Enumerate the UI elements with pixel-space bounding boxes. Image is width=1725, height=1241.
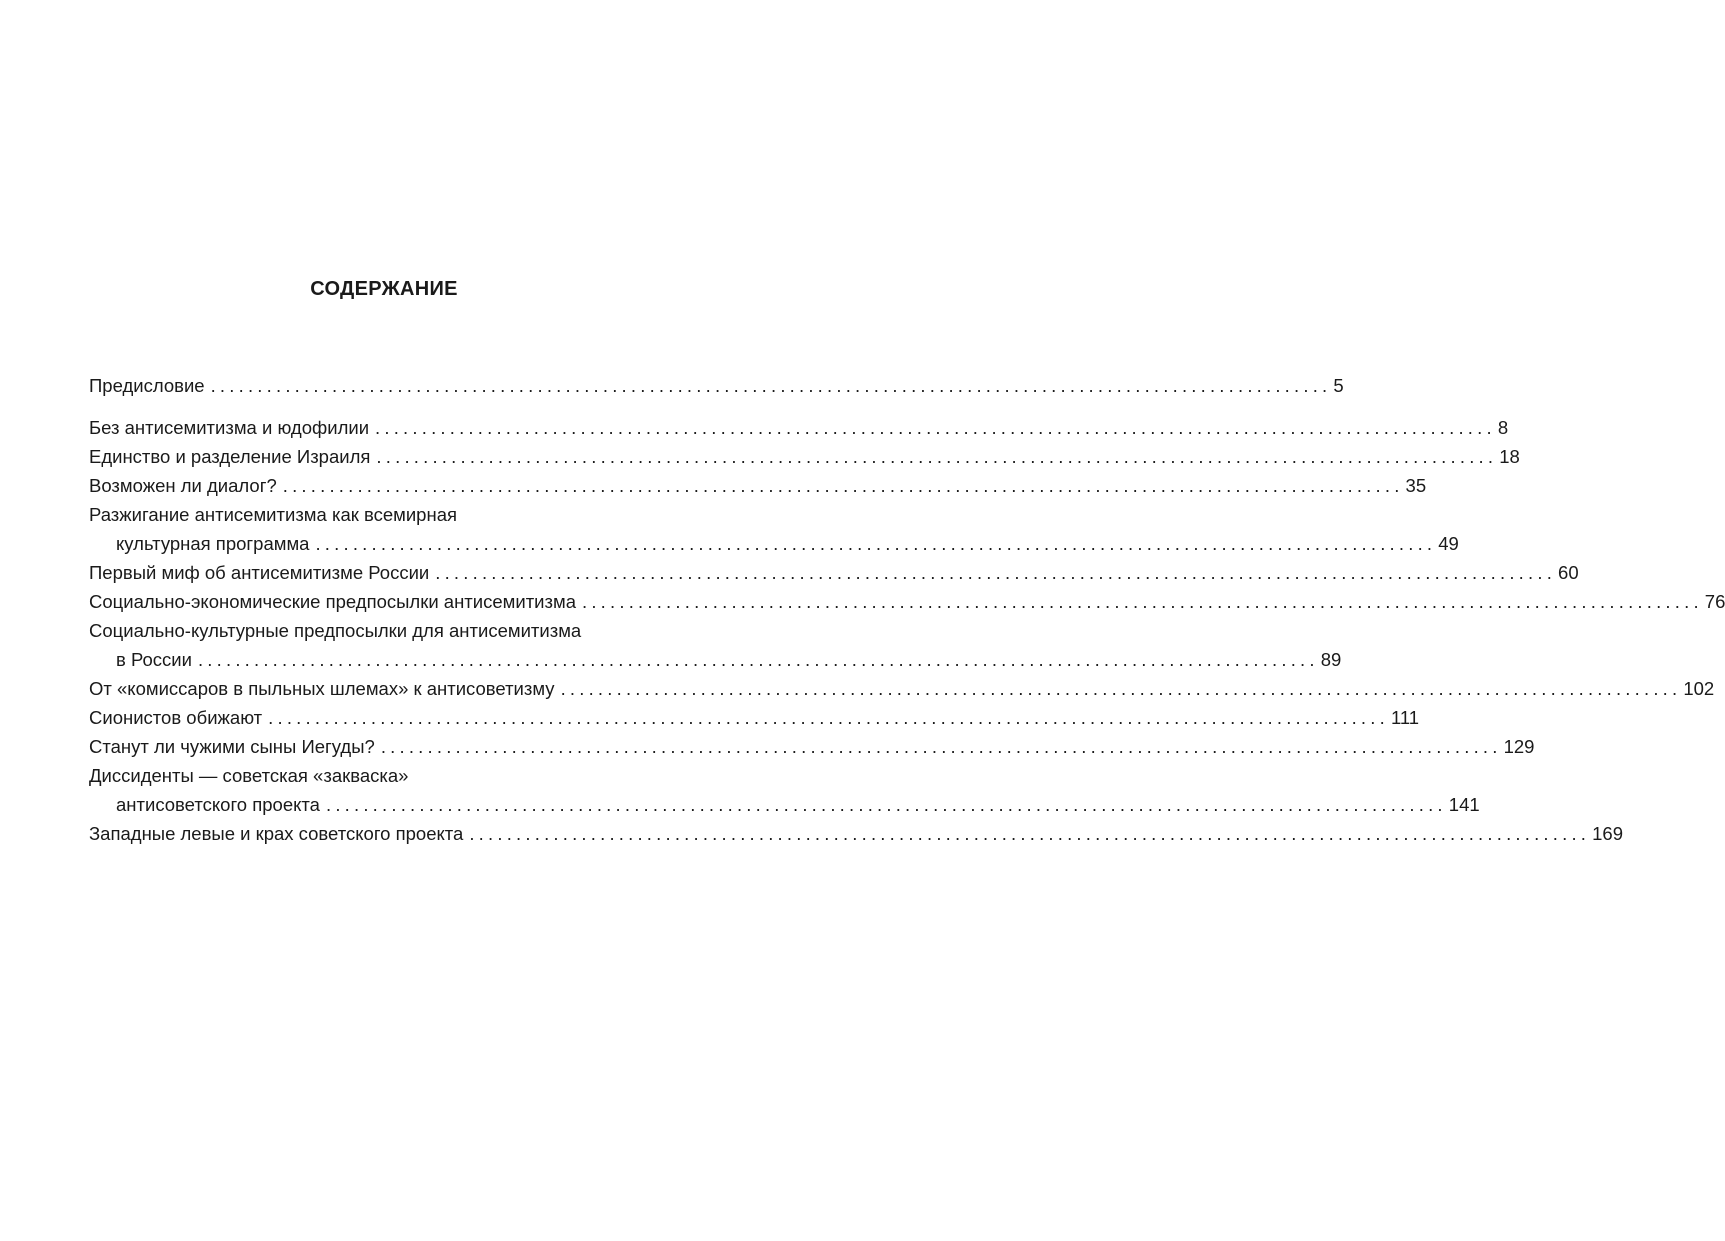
dot-leader: ........................................................................................................................ <box>375 417 1496 438</box>
toc-line <box>89 371 1344 400</box>
toc-entry-title: Без антисемитизма и юдофилии <box>89 413 375 442</box>
toc-line <box>89 703 1420 732</box>
toc-page-number: 18 <box>1499 446 1520 467</box>
dot-leader: ........................................................................................................................ <box>380 736 1502 757</box>
toc-page-number: 76 <box>1704 591 1725 612</box>
toc-entry-title: Предисловие <box>89 371 211 400</box>
toc-page-number: 8 <box>1497 417 1509 438</box>
toc-entry[interactable] <box>89 500 1459 558</box>
dot-leader: ........................................................................................................................ <box>325 794 1447 815</box>
toc-page-number: 102 <box>1683 678 1715 699</box>
toc-page-number: 129 <box>1503 736 1535 757</box>
toc-entry-title: Западные левые и крах советского проекта <box>89 819 469 848</box>
toc-line <box>89 616 679 645</box>
toc-line <box>89 529 1459 558</box>
toc-entry[interactable] <box>89 442 1520 471</box>
toc-entry-title: Разжигание антисемитизма как всемирная <box>89 500 463 529</box>
toc-entry-title: Сионистов обижают <box>89 703 268 732</box>
toc-entry-title: Диссиденты — советская «закваска» <box>89 761 414 790</box>
toc-line <box>89 645 1342 674</box>
dot-leader: ........................................................................................................................ <box>315 533 1437 554</box>
toc-entry-title: культурная программа <box>116 529 315 558</box>
toc-line <box>89 558 1579 587</box>
dot-leader: ........................................................................................................................ <box>210 375 1332 396</box>
toc-entry-title: Возможен ли диалог? <box>89 471 283 500</box>
toc-entry[interactable] <box>89 587 1725 616</box>
toc-entry[interactable] <box>89 703 1420 732</box>
toc-page-number: 111 <box>1390 707 1420 728</box>
toc-entry-title: Станут ли чужими сыны Иегуды? <box>89 732 381 761</box>
toc-line <box>89 442 1520 471</box>
toc-entry-title: Единство и разделение Израиля <box>89 442 376 471</box>
toc-page-number: 60 <box>1558 562 1579 583</box>
toc-page-number: 49 <box>1438 533 1459 554</box>
toc-entry[interactable] <box>89 819 1624 848</box>
toc-line <box>89 674 1715 703</box>
toc-entry[interactable] <box>89 558 1579 587</box>
toc-line <box>89 471 1427 500</box>
toc-line <box>89 790 1480 819</box>
toc-page-number: 89 <box>1320 649 1342 670</box>
toc-line <box>89 819 1624 848</box>
toc-page-number: 169 <box>1592 823 1624 844</box>
toc-page-number: 141 <box>1448 794 1480 815</box>
toc-line <box>89 500 679 529</box>
toc-entry-title: От «комиссаров в пыльных шлемах» к антисоветизму <box>89 674 561 703</box>
toc-entry-title: Первый миф об антисемитизме России <box>89 558 435 587</box>
dot-leader: ........................................................................................................................ <box>268 707 1389 728</box>
toc-entry[interactable] <box>89 761 1480 819</box>
toc-line <box>89 587 1725 616</box>
toc-page-number: 35 <box>1405 475 1427 496</box>
dot-leader: ........................................................................................................................ <box>560 678 1682 699</box>
toc-line <box>89 732 1535 761</box>
toc-entry-title: антисоветского проекта <box>116 790 326 819</box>
toc-entry[interactable] <box>89 674 1715 703</box>
dot-leader: ........................................................................................................................ <box>197 649 1319 670</box>
dot-leader: ........................................................................................................................ <box>435 562 1557 583</box>
dot-leader: ........................................................................................................................ <box>282 475 1404 496</box>
dot-leader: ........................................................................................................................ <box>469 823 1591 844</box>
dot-leader: ........................................................................................................................ <box>376 446 1498 467</box>
toc-entry-title: в России <box>116 645 198 674</box>
toc-entry[interactable] <box>89 471 1427 500</box>
toc-entry-title: Социально-культурные предпосылки для антисемитизма <box>89 616 587 645</box>
toc-line <box>89 761 679 790</box>
toc-page-number: 5 <box>1333 375 1344 396</box>
toc-entry[interactable] <box>89 413 1509 442</box>
dot-leader: ........................................................................................................................ <box>582 591 1703 612</box>
toc-line <box>89 413 1509 442</box>
table-of-contents <box>89 371 1725 848</box>
toc-entry-title: Социально-экономические предпосылки антисемитизма <box>89 587 582 616</box>
toc-entry[interactable] <box>89 732 1535 761</box>
toc-entry[interactable] <box>89 616 1342 674</box>
toc-entry[interactable] <box>89 371 1344 400</box>
page-title: СОДЕРЖАНИЕ <box>310 278 458 300</box>
